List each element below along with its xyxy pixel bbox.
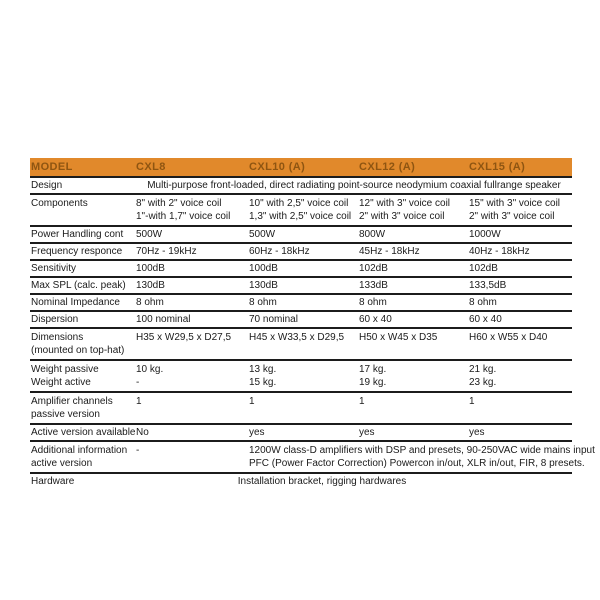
spec-value: 133,5dB: [469, 280, 507, 291]
row-label: [30, 444, 135, 470]
spec-value: 70 nominal: [249, 314, 298, 325]
row-label: Design: [31, 180, 63, 191]
spec-value: 40Hz - 18kHz: [469, 246, 530, 257]
spec-value: 100dB: [249, 263, 278, 274]
spec-value: 10 kg.: [136, 364, 164, 375]
spec-value: 133dB: [359, 280, 388, 291]
spec-value: H35 x W29,5 x D27,5: [136, 332, 232, 343]
components-cxl12: [358, 197, 468, 223]
spec-value: 23 kg.: [469, 377, 497, 388]
spec-value: 8" with 2" voice coil: [136, 198, 222, 209]
row-label-line: Additional information: [31, 445, 128, 456]
row-label: [30, 395, 135, 421]
row-additional-info: [30, 442, 595, 474]
spec-value: 1: [136, 396, 142, 407]
spec-value: yes: [469, 427, 485, 438]
spec-value: 1: [249, 396, 255, 407]
row-label: [30, 331, 135, 357]
spec-value: 70Hz - 19kHz: [136, 246, 197, 257]
header-cxl15: CXL15 (A): [469, 161, 526, 173]
spec-value: 60 x 40: [469, 314, 502, 325]
spec-value: H45 x W33,5 x D29,5: [249, 332, 345, 343]
header-cxl8: CXL8: [136, 161, 166, 173]
spec-value: yes: [359, 427, 375, 438]
spec-value: -: [136, 377, 140, 388]
row-sensitivity: [30, 261, 572, 278]
spec-value: H50 x W45 x D35: [359, 332, 438, 343]
row-frequency-response: [30, 244, 572, 261]
row-label: Sensitivity: [31, 263, 77, 274]
spec-value: 1000W: [469, 229, 501, 240]
hardware-value: Installation bracket, rigging hardwares: [237, 476, 407, 487]
spec-value: 100dB: [136, 263, 165, 274]
spec-value: 21 kg.: [469, 364, 497, 375]
row-label: Hardware: [31, 476, 75, 487]
row-label: Dispersion: [31, 314, 79, 325]
spec-value: 12" with 3" voice coil: [359, 198, 451, 209]
header-cxl12: CXL12 (A): [359, 161, 416, 173]
row-active-version: [30, 425, 572, 442]
spec-value: 130dB: [249, 280, 278, 291]
row-label: Max SPL (calc. peak): [31, 280, 126, 291]
components-cxl8: [135, 197, 248, 223]
spec-value: 1,3" with 2,5" voice coil: [249, 211, 352, 222]
row-nominal-impedance: [30, 295, 572, 312]
row-label-line: Dimensions: [31, 332, 84, 343]
row-hardware: [30, 474, 572, 489]
weight-cxl8: [135, 363, 248, 389]
row-label-line: Amplifier channels: [31, 396, 113, 407]
additional-info-text: [248, 444, 595, 470]
spec-value: 13 kg.: [249, 364, 277, 375]
row-components: [30, 195, 572, 227]
spec-value: 8 ohm: [359, 297, 387, 308]
spec-value: 500W: [249, 229, 276, 240]
speaker-spec-table: [30, 158, 595, 489]
row-amplifier-channels: [30, 393, 572, 425]
weight-cxl15: [468, 363, 572, 389]
header-model: MODEL: [31, 161, 73, 173]
spec-value: PFC (Power Factor Correction) Powercon in/out, XLR in/out, FIR, 8 presets.: [249, 458, 585, 469]
spec-value: 102dB: [359, 263, 388, 274]
row-dimensions: [30, 329, 572, 361]
row-max-spl: [30, 278, 572, 295]
spec-value: 1"-with 1,7" voice coil: [136, 211, 231, 222]
spec-value: 500W: [136, 229, 163, 240]
row-label: Power Handling cont: [31, 229, 124, 240]
row-label: Frequency responce: [31, 246, 123, 257]
additional-info-cxl8: -: [136, 445, 140, 456]
row-label: Active version available: [31, 427, 136, 438]
spec-value: 102dB: [469, 263, 498, 274]
spec-value: H60 x W55 x D40: [469, 332, 548, 343]
row-label: Nominal Impedance: [31, 297, 120, 308]
spec-value: 15 kg.: [249, 377, 277, 388]
spec-value: 8 ohm: [249, 297, 277, 308]
spec-value: 17 kg.: [359, 364, 387, 375]
row-label-line: active version: [31, 458, 93, 469]
spec-value: 8 ohm: [136, 297, 164, 308]
spec-value: 100 nominal: [136, 314, 191, 325]
spec-value: 800W: [359, 229, 386, 240]
row-label: Components: [31, 198, 88, 209]
components-cxl10: [248, 197, 358, 223]
spec-value: 1: [359, 396, 365, 407]
spec-value: 2" with 3" voice coil: [469, 211, 555, 222]
header-cxl10: CXL10 (A): [249, 161, 306, 173]
spec-value: 1200W class-D amplifiers with DSP and presets, 90-250VAC wide mains input: [249, 445, 595, 456]
row-label: [30, 363, 135, 389]
spec-value: 10" with 2,5" voice coil: [249, 198, 349, 209]
row-power-handling: [30, 227, 572, 244]
spec-value: 60 x 40: [359, 314, 392, 325]
spec-value: 2" with 3" voice coil: [359, 211, 445, 222]
spec-value: 60Hz - 18kHz: [249, 246, 310, 257]
spec-value: yes: [249, 427, 265, 438]
row-weight: [30, 361, 572, 393]
table-header-row: [30, 158, 572, 178]
spec-value: 1: [469, 396, 475, 407]
row-design: [30, 178, 572, 195]
row-label-line: (mounted on top-hat): [31, 345, 125, 356]
row-label-line: passive version: [31, 409, 100, 420]
row-dispersion: [30, 312, 572, 329]
spec-value: No: [136, 427, 149, 438]
components-cxl15: [468, 197, 572, 223]
design-value: Multi-purpose front-loaded, direct radiating point-source neodymium coaxial fullrange speaker: [147, 180, 561, 191]
weight-cxl10: [248, 363, 358, 389]
row-label-line: Weight active: [31, 377, 91, 388]
spec-value: 45Hz - 18kHz: [359, 246, 420, 257]
spec-value: 19 kg.: [359, 377, 387, 388]
spec-value: 130dB: [136, 280, 165, 291]
row-label-line: Weight passive: [31, 364, 99, 375]
spec-value: 15" with 3" voice coil: [469, 198, 561, 209]
weight-cxl12: [358, 363, 468, 389]
spec-value: 8 ohm: [469, 297, 497, 308]
